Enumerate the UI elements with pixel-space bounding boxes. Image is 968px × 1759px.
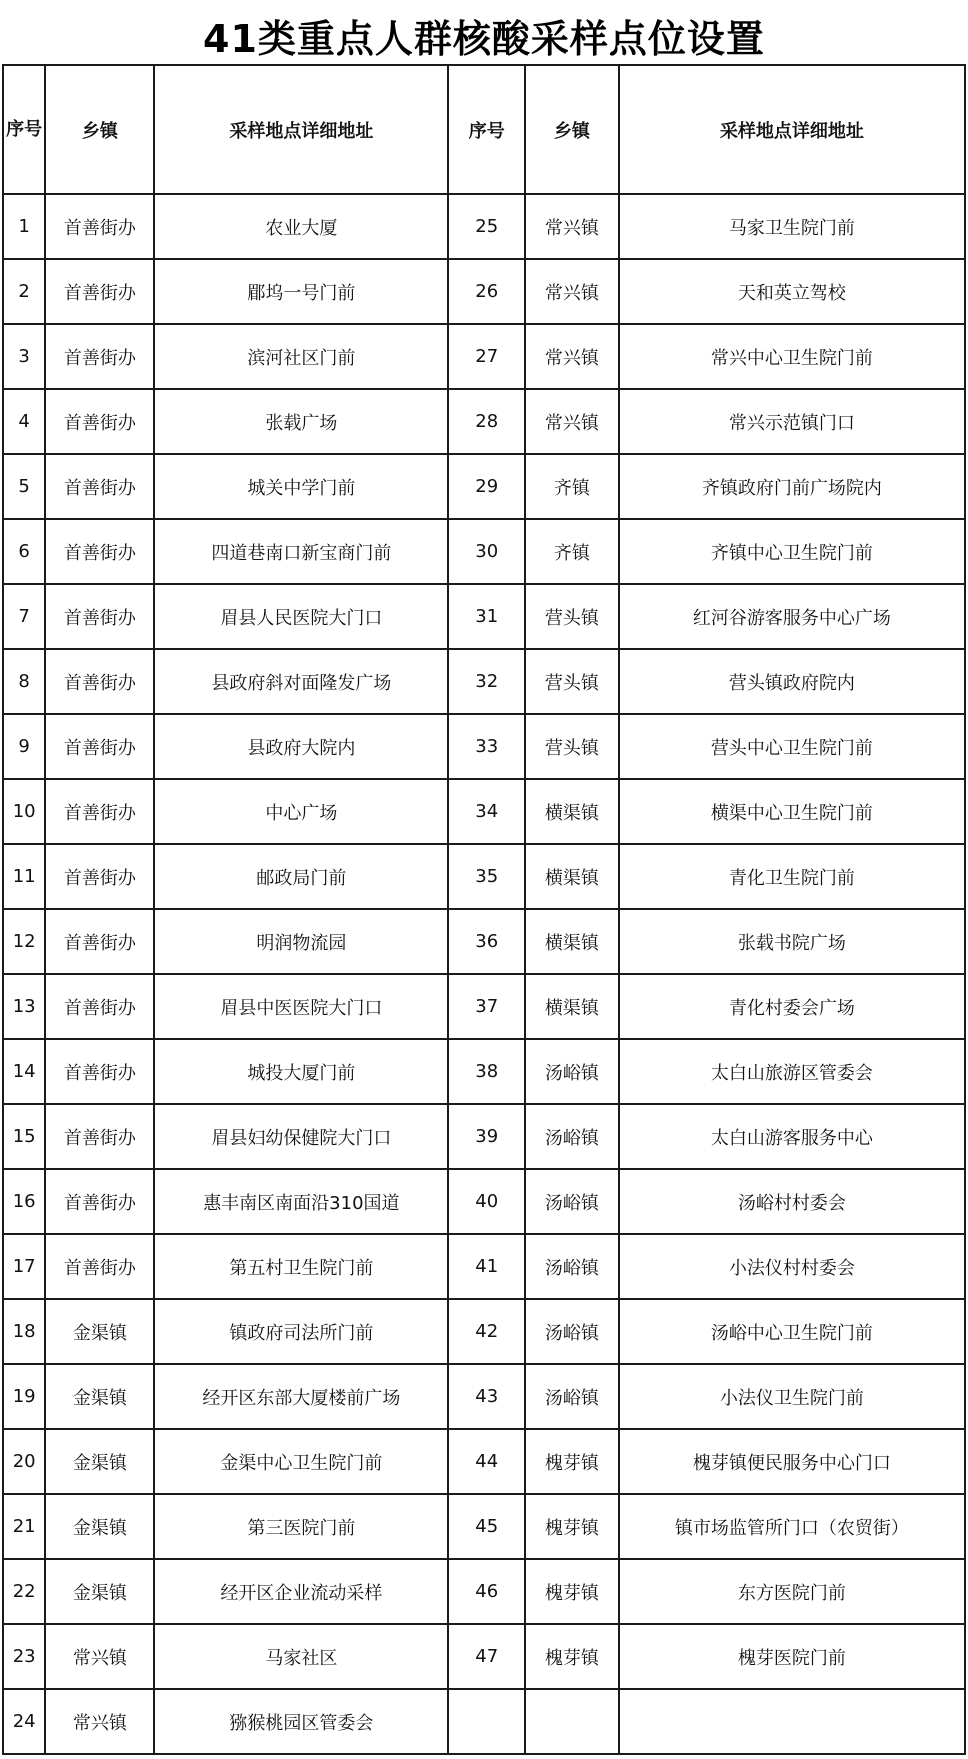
table-body	[3, 194, 965, 1754]
cell-seq-left: 13	[3, 974, 45, 1039]
cell-town-right: 横渠镇	[525, 909, 619, 974]
cell-address-right: 青化村委会广场	[619, 974, 965, 1039]
cell-seq-left: 20	[3, 1429, 45, 1494]
cell-address-right: 太白山旅游区管委会	[619, 1039, 965, 1104]
cell-seq-right	[448, 1689, 525, 1754]
cell-address-left: 明润物流园	[154, 909, 448, 974]
table-header-row	[3, 65, 965, 194]
cell-address-right: 齐镇政府门前广场院内	[619, 454, 965, 519]
table-row	[3, 714, 965, 779]
cell-seq-right: 30	[448, 519, 525, 584]
cell-seq-left: 22	[3, 1559, 45, 1624]
page-title: 41类重点人群核酸采样点位设置	[203, 17, 765, 61]
cell-seq-left: 8	[3, 649, 45, 714]
cell-seq-right: 33	[448, 714, 525, 779]
cell-seq-right: 42	[448, 1299, 525, 1364]
cell-address-right: 营头中心卫生院门前	[619, 714, 965, 779]
cell-town-left: 首善街办	[45, 259, 154, 324]
cell-seq-left: 3	[3, 324, 45, 389]
table-row	[3, 1234, 965, 1299]
cell-address-right: 太白山游客服务中心	[619, 1104, 965, 1169]
cell-seq-right: 27	[448, 324, 525, 389]
cell-town-left: 常兴镇	[45, 1624, 154, 1689]
cell-town-left: 首善街办	[45, 714, 154, 779]
cell-town-right: 营头镇	[525, 714, 619, 779]
cell-seq-right: 46	[448, 1559, 525, 1624]
cell-seq-right: 40	[448, 1169, 525, 1234]
table-row	[3, 519, 965, 584]
cell-seq-left: 4	[3, 389, 45, 454]
cell-town-right: 汤峪镇	[525, 1364, 619, 1429]
cell-seq-left: 18	[3, 1299, 45, 1364]
cell-address-left: 眉县妇幼保健院大门口	[154, 1104, 448, 1169]
cell-town-left: 金渠镇	[45, 1364, 154, 1429]
cell-address-left: 猕猴桃园区管委会	[154, 1689, 448, 1754]
cell-address-left: 第三医院门前	[154, 1494, 448, 1559]
cell-town-right: 常兴镇	[525, 389, 619, 454]
cell-seq-right: 31	[448, 584, 525, 649]
cell-town-right: 常兴镇	[525, 194, 619, 259]
cell-address-left: 惠丰南区南面沿310国道	[154, 1169, 448, 1234]
table-row	[3, 779, 965, 844]
table-row	[3, 1494, 965, 1559]
cell-address-right: 槐芽医院门前	[619, 1624, 965, 1689]
cell-address-left: 农业大厦	[154, 194, 448, 259]
cell-town-left: 首善街办	[45, 1039, 154, 1104]
cell-seq-right: 32	[448, 649, 525, 714]
cell-town-right: 槐芽镇	[525, 1429, 619, 1494]
cell-town-left: 首善街办	[45, 844, 154, 909]
cell-seq-right: 44	[448, 1429, 525, 1494]
cell-seq-left: 15	[3, 1104, 45, 1169]
cell-town-left: 首善街办	[45, 649, 154, 714]
header-seq-left: 序号	[3, 65, 45, 194]
cell-town-right: 槐芽镇	[525, 1624, 619, 1689]
cell-town-right: 营头镇	[525, 584, 619, 649]
cell-town-right	[525, 1689, 619, 1754]
cell-seq-left: 16	[3, 1169, 45, 1234]
cell-town-right: 齐镇	[525, 454, 619, 519]
cell-town-left: 常兴镇	[45, 1689, 154, 1754]
cell-address-right: 汤峪村村委会	[619, 1169, 965, 1234]
cell-town-right: 常兴镇	[525, 324, 619, 389]
cell-town-left: 金渠镇	[45, 1494, 154, 1559]
cell-seq-right: 34	[448, 779, 525, 844]
table-row	[3, 584, 965, 649]
header-seq-right: 序号	[448, 65, 525, 194]
cell-address-right: 横渠中心卫生院门前	[619, 779, 965, 844]
cell-seq-right: 45	[448, 1494, 525, 1559]
cell-address-left: 眉县人民医院大门口	[154, 584, 448, 649]
cell-town-right: 横渠镇	[525, 844, 619, 909]
cell-town-right: 营头镇	[525, 649, 619, 714]
cell-town-right: 横渠镇	[525, 974, 619, 1039]
cell-address-right: 小法仪卫生院门前	[619, 1364, 965, 1429]
table-row	[3, 1169, 965, 1234]
cell-seq-right: 26	[448, 259, 525, 324]
table-row	[3, 259, 965, 324]
cell-town-right: 汤峪镇	[525, 1234, 619, 1299]
cell-town-left: 首善街办	[45, 389, 154, 454]
cell-address-right: 张载书院广场	[619, 909, 965, 974]
cell-address-left: 城关中学门前	[154, 454, 448, 519]
cell-town-left: 首善街办	[45, 909, 154, 974]
cell-town-left: 首善街办	[45, 779, 154, 844]
table-row	[3, 974, 965, 1039]
cell-seq-right: 41	[448, 1234, 525, 1299]
cell-address-right: 天和英立驾校	[619, 259, 965, 324]
cell-address-left: 马家社区	[154, 1624, 448, 1689]
cell-town-right: 齐镇	[525, 519, 619, 584]
table-row	[3, 1299, 965, 1364]
table-row	[3, 1689, 965, 1754]
cell-address-right: 红河谷游客服务中心广场	[619, 584, 965, 649]
cell-address-left: 金渠中心卫生院门前	[154, 1429, 448, 1494]
cell-town-left: 首善街办	[45, 1104, 154, 1169]
cell-seq-left: 14	[3, 1039, 45, 1104]
cell-address-left: 县政府大院内	[154, 714, 448, 779]
cell-address-left: 中心广场	[154, 779, 448, 844]
cell-address-left: 城投大厦门前	[154, 1039, 448, 1104]
cell-seq-left: 11	[3, 844, 45, 909]
cell-town-left: 首善街办	[45, 194, 154, 259]
cell-address-right: 槐芽镇便民服务中心门口	[619, 1429, 965, 1494]
cell-town-right: 常兴镇	[525, 259, 619, 324]
table-row	[3, 1429, 965, 1494]
cell-seq-right: 47	[448, 1624, 525, 1689]
cell-address-right: 青化卫生院门前	[619, 844, 965, 909]
cell-seq-right: 28	[448, 389, 525, 454]
table-row	[3, 1559, 965, 1624]
table-row	[3, 324, 965, 389]
cell-address-right: 小法仪村村委会	[619, 1234, 965, 1299]
cell-seq-left: 5	[3, 454, 45, 519]
cell-seq-left: 23	[3, 1624, 45, 1689]
table-row	[3, 1104, 965, 1169]
cell-address-left: 经开区企业流动采样	[154, 1559, 448, 1624]
cell-town-left: 首善街办	[45, 974, 154, 1039]
cell-address-left: 镇政府司法所门前	[154, 1299, 448, 1364]
cell-seq-left: 9	[3, 714, 45, 779]
cell-seq-left: 24	[3, 1689, 45, 1754]
cell-town-right: 槐芽镇	[525, 1559, 619, 1624]
cell-seq-left: 6	[3, 519, 45, 584]
cell-seq-left: 12	[3, 909, 45, 974]
cell-seq-left: 17	[3, 1234, 45, 1299]
header-address-left: 采样地点详细地址	[154, 65, 448, 194]
cell-town-right: 汤峪镇	[525, 1299, 619, 1364]
cell-address-right: 常兴中心卫生院门前	[619, 324, 965, 389]
cell-town-left: 金渠镇	[45, 1559, 154, 1624]
cell-town-right: 汤峪镇	[525, 1169, 619, 1234]
table-row	[3, 909, 965, 974]
table-row	[3, 1624, 965, 1689]
cell-seq-left: 7	[3, 584, 45, 649]
cell-seq-right: 25	[448, 194, 525, 259]
cell-address-left: 张载广场	[154, 389, 448, 454]
cell-seq-left: 2	[3, 259, 45, 324]
cell-seq-right: 39	[448, 1104, 525, 1169]
cell-address-left: 四道巷南口新宝商门前	[154, 519, 448, 584]
cell-seq-right: 37	[448, 974, 525, 1039]
header-address-right: 采样地点详细地址	[619, 65, 965, 194]
table-row	[3, 454, 965, 519]
table-row	[3, 389, 965, 454]
cell-address-left: 县政府斜对面隆发广场	[154, 649, 448, 714]
cell-address-left: 滨河社区门前	[154, 324, 448, 389]
cell-address-right: 齐镇中心卫生院门前	[619, 519, 965, 584]
cell-town-right: 汤峪镇	[525, 1104, 619, 1169]
cell-seq-right: 36	[448, 909, 525, 974]
cell-town-left: 首善街办	[45, 1169, 154, 1234]
cell-town-left: 首善街办	[45, 454, 154, 519]
cell-address-right: 常兴示范镇门口	[619, 389, 965, 454]
table-row	[3, 649, 965, 714]
cell-seq-right: 35	[448, 844, 525, 909]
cell-town-right: 汤峪镇	[525, 1039, 619, 1104]
cell-seq-right: 38	[448, 1039, 525, 1104]
cell-address-right: 东方医院门前	[619, 1559, 965, 1624]
cell-address-left: 经开区东部大厦楼前广场	[154, 1364, 448, 1429]
cell-address-right: 马家卫生院门前	[619, 194, 965, 259]
cell-seq-right: 43	[448, 1364, 525, 1429]
table-row	[3, 1364, 965, 1429]
cell-address-right: 镇市场监管所门口（农贸街）	[619, 1494, 965, 1559]
cell-seq-left: 19	[3, 1364, 45, 1429]
header-town-right: 乡镇	[525, 65, 619, 194]
sampling-sites-table	[2, 64, 966, 1755]
cell-seq-left: 1	[3, 194, 45, 259]
table-row	[3, 194, 965, 259]
table-row	[3, 844, 965, 909]
cell-seq-left: 21	[3, 1494, 45, 1559]
cell-address-right: 汤峪中心卫生院门前	[619, 1299, 965, 1364]
cell-address-left: 郿坞一号门前	[154, 259, 448, 324]
cell-town-left: 金渠镇	[45, 1429, 154, 1494]
header-town-left: 乡镇	[45, 65, 154, 194]
cell-town-right: 横渠镇	[525, 779, 619, 844]
cell-address-left: 邮政局门前	[154, 844, 448, 909]
cell-town-left: 首善街办	[45, 324, 154, 389]
cell-town-left: 首善街办	[45, 584, 154, 649]
cell-address-right: 营头镇政府院内	[619, 649, 965, 714]
cell-town-right: 槐芽镇	[525, 1494, 619, 1559]
cell-town-left: 首善街办	[45, 519, 154, 584]
cell-town-left: 金渠镇	[45, 1299, 154, 1364]
cell-town-left: 首善街办	[45, 1234, 154, 1299]
cell-address-left: 第五村卫生院门前	[154, 1234, 448, 1299]
table-row	[3, 1039, 965, 1104]
cell-address-left: 眉县中医医院大门口	[154, 974, 448, 1039]
cell-seq-left: 10	[3, 779, 45, 844]
cell-seq-right: 29	[448, 454, 525, 519]
cell-address-right	[619, 1689, 965, 1754]
